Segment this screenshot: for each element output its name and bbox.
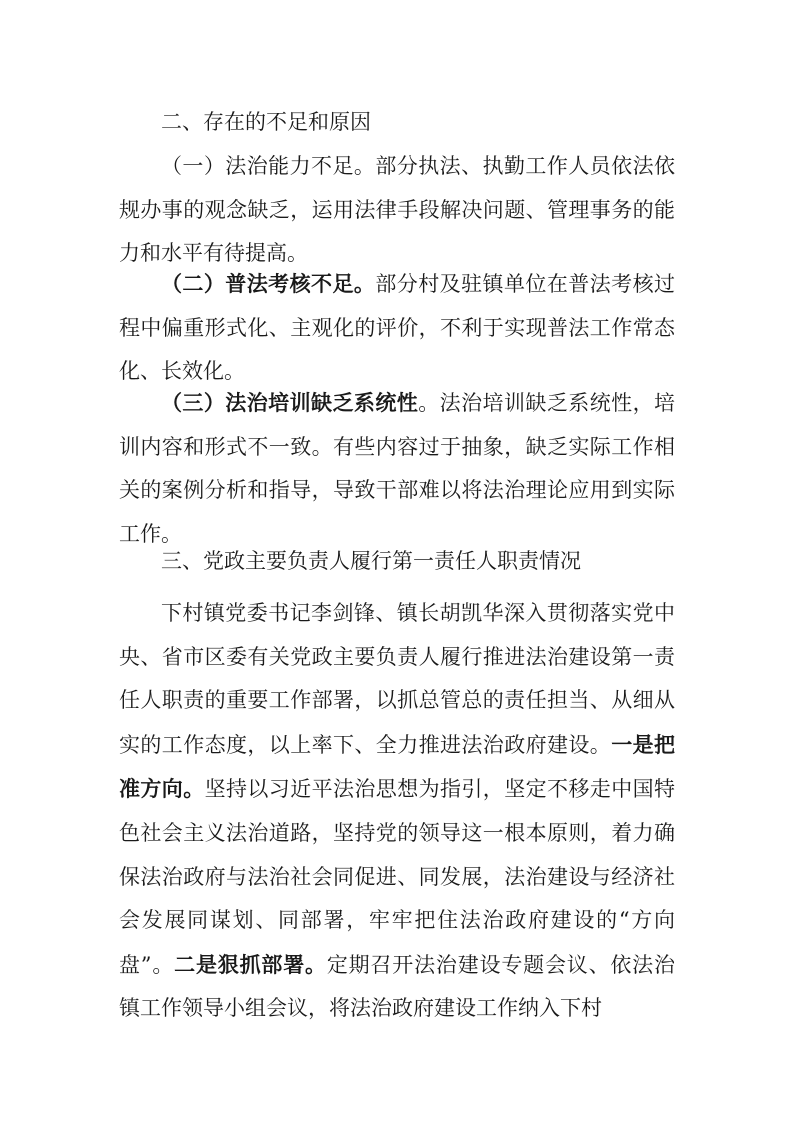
main-text-1: 下村镇党委书记李剑锋、镇长胡凯华深入贯彻落实党中央、省市区委有关党政主要负责人履行推进法治建设第一责任人职责的重要工作部署，以抓总管总的责任担当、从细从实的工作态度，以上率下、全力推进法治政府建设。 (119, 601, 675, 757)
item-1-body: 部分执法、执勤工作人员依法依规办事的观念缺乏，运用法律手段解决问题、管理事务的能力和水平有待提高。 (119, 154, 676, 266)
paragraph-main (119, 592, 675, 1031)
item-3-body: 。法治培训缺乏系统性，培训内容和形式不一致。有些内容过于抽象，缺乏实际工作相关的案例分析和指导，导致干部难以将法治理论应用到实际工作。 (119, 391, 676, 546)
item-2-body: 部分村及驻镇单位在普法考核过程中偏重形式化、主观化的评价，不利于实现普法工作常态化、长效化。 (119, 272, 676, 384)
point-2-lead: 二是狠抓部署。 (174, 951, 327, 977)
section-heading-3: 三、党政主要负责人履行第一责任人职责情况 (161, 549, 581, 573)
main-text-3: 定期召开法治建设专题会议、依法治镇工作领导小组会议，将法治政府建设工作纳入下村 (119, 952, 675, 1021)
item-1-lead: （一）法治能力不足。 (161, 154, 376, 178)
item-2-lead: （二）普法考核不足。 (161, 271, 376, 296)
section-heading-2: 二、存在的不足和原因 (161, 110, 371, 134)
point-1-lead: 一是把准方向。 (119, 731, 676, 802)
paragraph-item-2 (119, 262, 675, 394)
paragraph-item-3 (119, 381, 675, 556)
item-3-lead: （三）法治培训缺乏系统性 (161, 390, 419, 415)
main-text-2: 坚持以习近平法治思想为指引，坚定不移走中国特色社会主义法治道路，坚持党的领导这一根本原则，着力确保法治政府与法治社会同促进、同发展，法治建设与经济社会发展同谋划、同部署，牢牢把住法治政府建设的“方向盘”。 (119, 777, 676, 977)
paragraph-item-1 (119, 145, 675, 276)
